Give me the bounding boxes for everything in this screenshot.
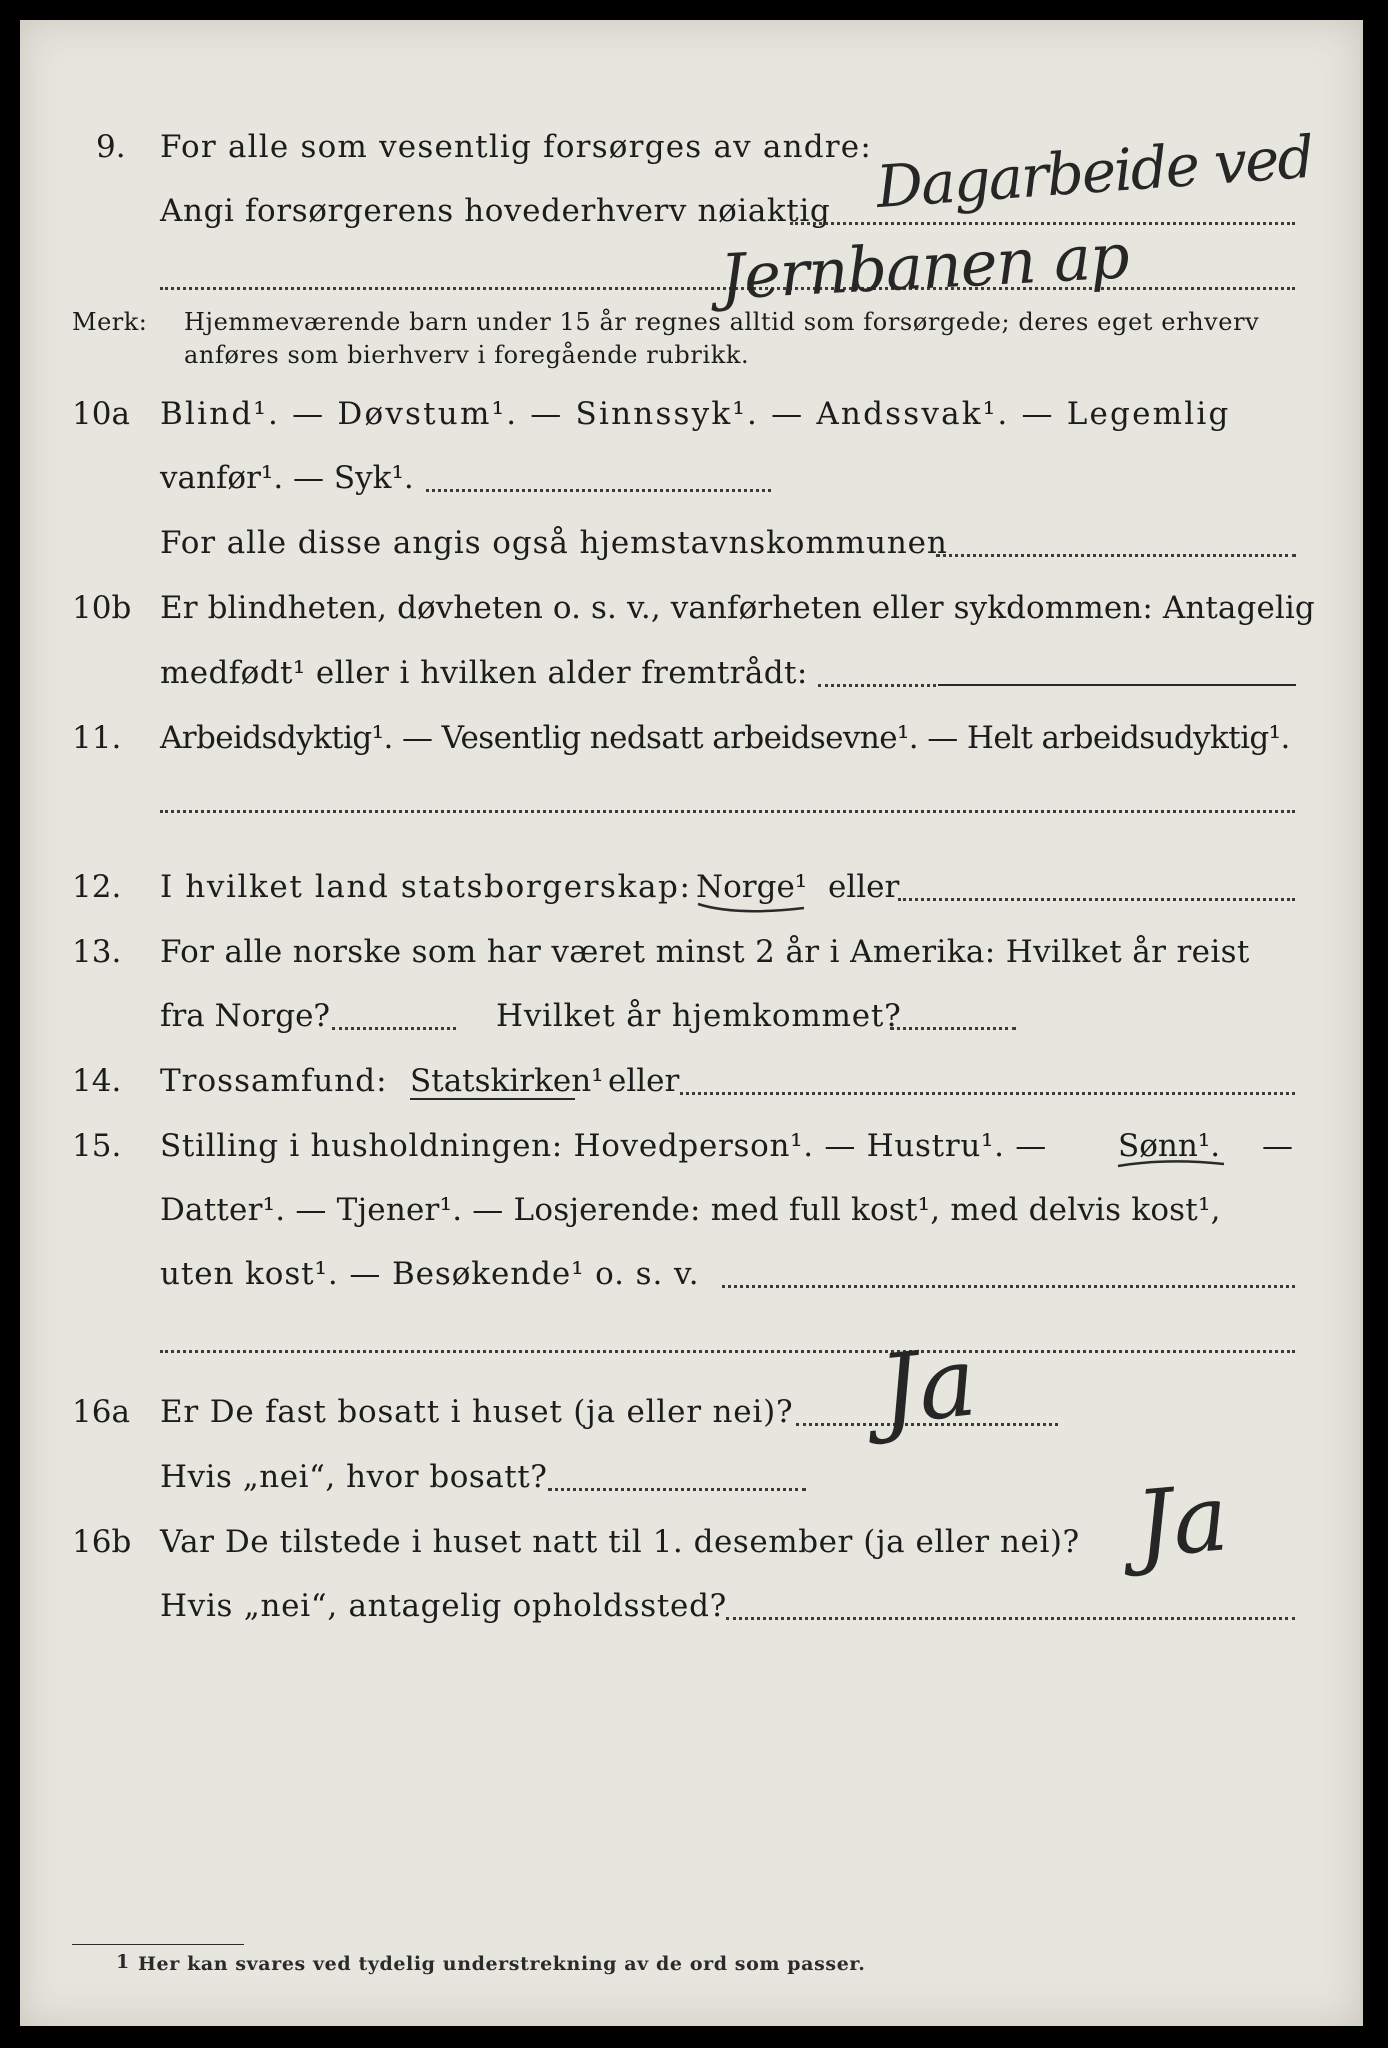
q13-line2a: fra Norge? bbox=[160, 998, 331, 1034]
q12-line1a: I hvilket land statsborgerskap: bbox=[160, 869, 692, 905]
q15-line2: Datter¹. — Tjener¹. — Losjerende: med full kost¹, med delvis kost¹, bbox=[160, 1192, 1221, 1228]
q15-answer-line1 bbox=[722, 1285, 1295, 1288]
q11-answer-line bbox=[160, 810, 1295, 813]
merk-line1: Hjemmeværende barn under 15 år regnes alltid som forsørgede; deres eget erhverv bbox=[184, 308, 1260, 336]
q10a-number: 10a bbox=[72, 396, 130, 432]
q10a-line1: Blind¹. — Døvstum¹. — Sinnssyk¹. — Andssvak¹. — Legemlig bbox=[160, 396, 1231, 432]
q10b-line1: Er blindheten, døvheten o. s. v., vanførheten eller sykdommen: Antagelig bbox=[160, 590, 1315, 626]
q16b-answer-line bbox=[726, 1617, 1295, 1620]
q14-line1b: Statskirken¹ bbox=[410, 1063, 604, 1099]
q16a-line2: Hvis „nei“, hvor bosatt? bbox=[160, 1459, 548, 1495]
q11-number: 11. bbox=[72, 720, 122, 756]
q10b-line2: medfødt¹ eller i hvilken alder fremtrådt: bbox=[160, 655, 808, 691]
q14-statskirken-underline bbox=[410, 1098, 575, 1100]
q13-line1: For alle norske som har været minst 2 år i Amerika: Hvilket år reist bbox=[160, 934, 1250, 970]
q16b-line1: Var De tilstede i huset natt til 1. desember (ja eller nei)? bbox=[160, 1524, 1080, 1560]
q14-number: 14. bbox=[72, 1063, 122, 1099]
q14-answer-line bbox=[680, 1092, 1295, 1095]
merk-line2: anføres som bierhverv i foregående rubrikk. bbox=[184, 341, 750, 369]
footnote-mark: 1 bbox=[116, 1951, 130, 1973]
q10a-line2: vanfør¹. — Syk¹. bbox=[160, 460, 414, 496]
q15-answer-line2 bbox=[160, 1350, 1295, 1353]
q10b-answer-dots bbox=[818, 684, 936, 687]
q16a-bosatt-line bbox=[548, 1488, 806, 1491]
q10b-number: 10b bbox=[72, 590, 132, 626]
q12-answer-line bbox=[898, 898, 1295, 901]
q9-line1: For alle som vesentlig forsørges av andre: bbox=[160, 129, 872, 165]
q11-line1: Arbeidsdyktig¹. — Vesentlig nedsatt arbeidsevne¹. — Helt arbeidsudyktig¹. bbox=[160, 720, 1290, 756]
q13-reist-line bbox=[332, 1027, 456, 1030]
q16b-handwritten-answer: Ja bbox=[1131, 1464, 1233, 1579]
q13-hjemkommet-line bbox=[890, 1027, 1016, 1030]
q15-number: 15. bbox=[72, 1128, 122, 1164]
q16a-number: 16a bbox=[72, 1394, 130, 1430]
q16a-handwritten-answer: Ja bbox=[874, 1325, 982, 1447]
merk-label: Merk: bbox=[72, 308, 148, 336]
q14-line1a: Trossamfund: bbox=[160, 1063, 388, 1099]
q9-line2: Angi forsørgerens hovederhverv nøiaktig bbox=[160, 193, 831, 229]
q10b-answer-line bbox=[938, 684, 1296, 686]
q15-line1a: Stilling i husholdningen: Hovedperson¹. — Hustru¹. — bbox=[160, 1128, 1047, 1164]
footnote-rule bbox=[72, 1944, 244, 1945]
q10a-line3: For alle disse angis også hjemstavnskommunen bbox=[160, 525, 948, 561]
q9-number: 9. bbox=[96, 129, 126, 165]
q15-line1c: — bbox=[1262, 1128, 1293, 1164]
q15-line1b: Sønn¹. bbox=[1118, 1128, 1221, 1164]
q13-number: 13. bbox=[72, 934, 122, 970]
q12-line1c: eller bbox=[828, 869, 900, 905]
q14-line1c: eller bbox=[608, 1063, 680, 1099]
q16a-line1: Er De fast bosatt i huset (ja eller nei)? bbox=[160, 1394, 794, 1430]
q9-handwritten-answer2: Jernbanen ap bbox=[718, 219, 1131, 314]
q10a-answer-line1 bbox=[426, 489, 771, 492]
q12-norge-underline bbox=[696, 900, 806, 920]
q13-line2b: Hvilket år hjemkommet? bbox=[496, 998, 902, 1034]
q9-handwritten-answer1: Dagarbeide ved bbox=[874, 122, 1315, 222]
census-form-page bbox=[20, 20, 1363, 2026]
q16b-number: 16b bbox=[72, 1524, 132, 1560]
q12-line1b: Norge¹ bbox=[696, 869, 808, 905]
q15-sonn-underline bbox=[1116, 1156, 1226, 1176]
q16b-line2: Hvis „nei“, antagelig opholdssted? bbox=[160, 1588, 727, 1624]
footnote-text: Her kan svares ved tydelig understrekning av de ord som passer. bbox=[138, 1953, 866, 1975]
q15-line3: uten kost¹. — Besøkende¹ o. s. v. bbox=[160, 1256, 700, 1292]
q12-number: 12. bbox=[72, 869, 122, 905]
q10a-answer-line2 bbox=[936, 554, 1296, 557]
